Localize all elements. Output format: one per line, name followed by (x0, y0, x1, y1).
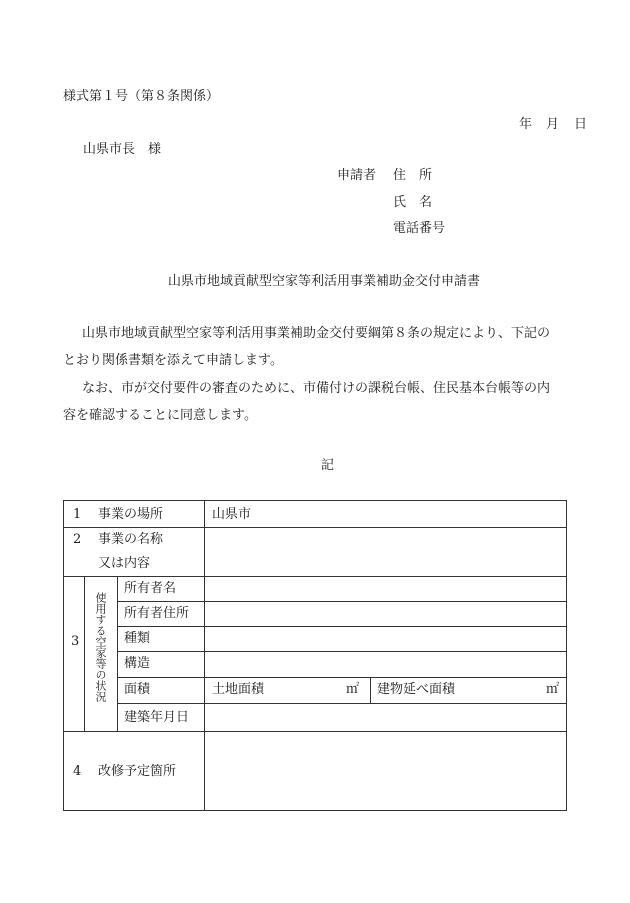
sec3-line-3 (117, 651, 567, 652)
area-split-divider (370, 677, 371, 704)
sec3-line-5 (117, 703, 567, 704)
row2-number: 2 (73, 532, 82, 547)
owner-address-label: 所有者住所 (124, 606, 190, 621)
land-area-label: 土地面積 (212, 682, 265, 697)
body-p1-line1: 山県市地域貢献型空家等利活用事業補助金交付要綱第８条の規定により、下記の (82, 326, 551, 341)
type-label: 種類 (124, 631, 151, 646)
body-p2-line1: なお、市が交付要件の審査のために、市備付けの課税台帳、住民基本台帳等の内 (82, 381, 551, 396)
table-border-bottom (63, 810, 567, 811)
row1-value: 山県市 (212, 507, 252, 522)
row-line-2 (63, 576, 567, 577)
table-border-right (566, 500, 567, 811)
applicant-name-label: 氏 名 (393, 195, 433, 210)
row1-label: 事業の場所 (98, 507, 164, 522)
sec3-group-divider (117, 576, 118, 731)
structure-label: 構造 (124, 656, 151, 671)
floor-area-unit: ㎡ (546, 682, 560, 697)
land-area-unit: ㎡ (346, 682, 360, 697)
row-line-3 (63, 731, 567, 732)
sec3-line-1 (117, 601, 567, 602)
row3-group-label: 使用する空家等の状況 (94, 592, 107, 702)
addressee: 山県市長 様 (83, 142, 162, 157)
label-value-divider (204, 500, 205, 811)
floor-area-label: 建物延べ面積 (377, 682, 456, 697)
sec3-line-4 (117, 677, 567, 678)
applicant-phone-label: 電話番号 (393, 221, 446, 236)
sec3-line-2 (117, 626, 567, 627)
built-date-label: 建築年月日 (124, 710, 190, 725)
applicant-label: 申請者 (337, 168, 377, 183)
ki-label: 記 (321, 458, 335, 473)
row2-label-line1: 事業の名称 (98, 532, 164, 547)
row1-number: 1 (73, 507, 82, 522)
date-month-label: 月 (546, 117, 560, 132)
date-year-label: 年 (519, 117, 533, 132)
table-border-top (63, 500, 567, 501)
body-p1-line2: とおり関係書類を添えて申請します。 (63, 353, 283, 368)
row3-number: 3 (71, 634, 80, 649)
date-day-label: 日 (574, 117, 588, 132)
area-label: 面積 (124, 682, 151, 697)
row4-number: 4 (73, 764, 82, 779)
document-title: 山県市地域貢献型空家等利活用事業補助金交付申請書 (168, 274, 481, 289)
table-border-left (63, 500, 64, 811)
applicant-address-label: 住 所 (393, 168, 433, 183)
sec3-num-divider (84, 576, 85, 731)
form-number: 様式第１号（第８条関係） (63, 89, 220, 104)
row-line-1 (63, 527, 567, 528)
row4-label: 改修予定箇所 (98, 764, 177, 779)
body-p2-line2: 容を確認することに同意します。 (63, 408, 257, 423)
row2-label-line2: 又は内容 (98, 556, 151, 571)
owner-name-label: 所有者名 (124, 581, 177, 596)
